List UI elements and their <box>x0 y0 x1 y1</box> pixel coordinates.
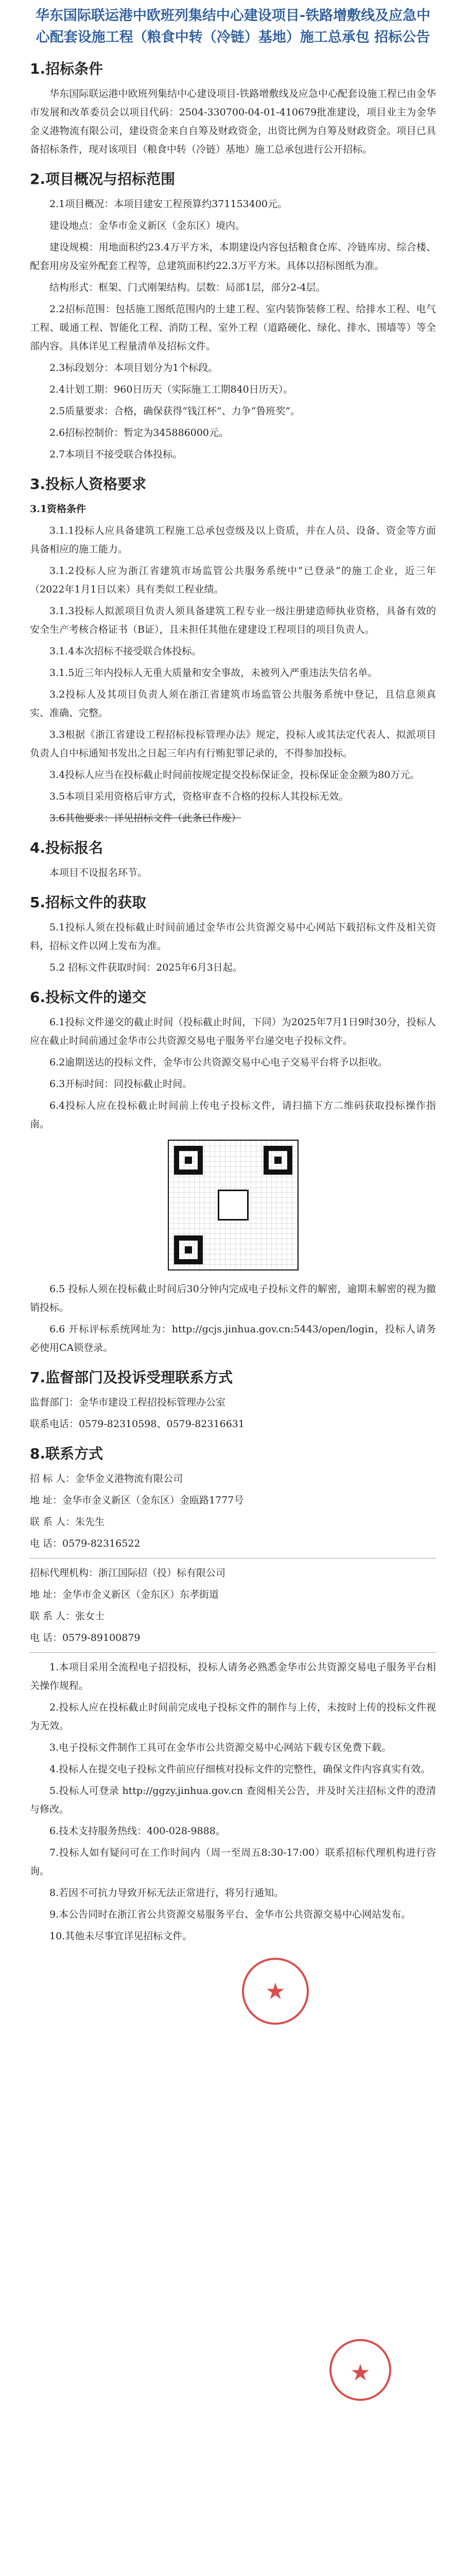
qualification-item-struck: 3.6其他要求：详见招标文件（此条已作废） <box>49 812 241 824</box>
section-heading-8: 8.联系方式 <box>30 1445 103 1462</box>
qualification-subheading: 3.1资格条件 <box>30 503 86 515</box>
note-item: 6.技术支持服务热线：400-028-9888。 <box>49 1825 225 1837</box>
tenderer-phone: 电 话：0579-82316522 <box>30 1538 141 1549</box>
section-heading-4: 4.投标报名 <box>30 839 103 856</box>
supervision-dept: 监督部门：金华市建设工程招投标管理办公室 <box>30 1397 226 1408</box>
tender-quality: 2.5质量要求：合格，确保获得“钱江杯”、力争“鲁班奖”。 <box>49 405 301 417</box>
submission-deadline: 6.1投标文件递交的截止时间（投标截止时间，下同）为2025年7月1日9时30分，投标人应在截止时间前通过金华市公共资源交易电子服务平台递交电子投标文件。 <box>30 1016 436 1046</box>
section-heading-5: 5.招标文件的获取 <box>30 894 147 911</box>
tender-duration: 2.4计划工期：960日历天（实际施工工期840日历天）。 <box>49 384 293 395</box>
registration-note: 本项目不设报名环节。 <box>49 867 148 878</box>
submission-late: 6.2逾期送达的投标文件，金华市公共资源交易中心电子交易平台将予以拒收。 <box>49 1057 388 1068</box>
agency-contact: 联 系 人：张女士 <box>30 1611 105 1622</box>
qr-finder <box>264 1146 292 1175</box>
section-1-paragraph: 华东国际联运港中欧班列集结中心建设项目-铁路增敷线及应急中心配套设施工程已由金华市发展和改革委员会以项目代码：2504-330700-04-01-410679批准建设，项目业主为金华金义港物流有限公司，建设资金来自自筹及财政资金，出资比例为自筹及财政资金。项目已具备招标条件，现对该项目（粮食中转（冷链）基地）施工总承包进行公开招标。 <box>30 88 436 155</box>
opening-time: 6.3开标时间：同投标截止时间。 <box>49 1078 193 1090</box>
agency-address: 地 址：金华市金义新区（金东区）东孝街道 <box>30 1589 219 1600</box>
note-item: 3.电子投标文件制作工具可在金华市公共资源交易中心网站下载专区免费下载。 <box>49 1742 392 1753</box>
divider <box>30 1652 436 1653</box>
tenderer-contact: 联 系 人：朱先生 <box>30 1516 105 1528</box>
qualification-item: 3.1.3投标人拟派项目负责人须具备建筑工程专业一级注册建造师执业资格，具备有效的安全生产考核合格证书（B证），且未担任其他在建建设工程项目的项目负责人。 <box>30 605 436 635</box>
tender-consortium: 2.7本项目不接受联合体投标。 <box>49 449 183 460</box>
qr-finder <box>174 1146 203 1175</box>
tender-lots: 2.3标段划分：本项目划分为1个标段。 <box>49 362 218 374</box>
document-obtain-time: 5.2 招标文件获取时间：2025年6月3日起。 <box>49 962 242 973</box>
section-heading-1: 1.招标条件 <box>30 60 103 77</box>
supervision-phone: 联系电话：0579-82310598、0579-82316631 <box>30 1418 245 1430</box>
note-item: 8.若因不可抗力导致开标无法正常进行，将另行通知。 <box>49 1887 284 1899</box>
project-budget: 2.1项目概况：本项目建安工程预算约371153400元。 <box>49 198 288 210</box>
qualification-item: 3.1.2投标人应为浙江省建筑市场监管公共服务系统中“已登录”的施工企业，近三年（2022年1月1日以来）具有类似工程业绩。 <box>30 565 436 595</box>
project-location: 建设地点：金华市金义新区（金东区）境内。 <box>49 220 246 231</box>
agency-name: 招标代理机构：浙江国际招（投）标有限公司 <box>30 1567 226 1579</box>
qr-finder <box>174 1235 203 1264</box>
section-heading-6: 6.投标文件的递交 <box>30 989 147 1006</box>
note-item: 7.投标人如有疑问可在工作时间内（周一至周五8:30-17:00）联系招标代理机构进行咨询。 <box>30 1847 436 1877</box>
section-heading-2: 2.项目概况与招标范围 <box>30 171 176 188</box>
tender-control-price: 2.6招标控制价：暂定为345886000元。 <box>49 427 229 438</box>
tenderer-name: 招 标 人：金华金义港物流有限公司 <box>30 1473 183 1484</box>
qr-center <box>218 1190 249 1221</box>
tenderer-address: 地 址：金华市金义新区（金东区）金瓯路1777号 <box>30 1495 244 1506</box>
qualification-item: 3.3根据《浙江省建设工程招标投标管理办法》规定，投标人或其法定代表人、拟派项目负责人自中标通知书发出之日起三年内有行贿犯罪记录的，不得参加投标。 <box>30 729 436 759</box>
document-obtain: 5.1投标人须在投标截止时间前通过金华市公共资源交易中心网站下载招标文件及相关资料，招标文件以网上发布为准。 <box>30 922 436 952</box>
system-url: 6.6 开标评标系统网址为：http://gcjs.jinhua.gov.cn:5443/open/login，投标人请务必使用CA锁登录。 <box>30 1324 436 1353</box>
note-item: 9.本公告同时在浙江省公共资源交易服务平台、金华市公共资源交易中心网站发布。 <box>49 1909 411 1920</box>
qualification-item: 3.1.4本次招标不接受联合体投标。 <box>49 646 202 657</box>
note-item: 1.本项目采用全流程电子招投标，投标人请务必熟悉金华市公共资源交易电子服务平台相关操作规程。 <box>30 1662 436 1691</box>
tender-scope: 2.2招标范围：包括施工图纸范围内的土建工程、室内装饰装修工程、给排水工程、电气工程、暖通工程、智能化工程、消防工程、室外工程（道路硬化、绿化、排水、围墙等）等全部内容。具体详见工程量清单及招标文件。 <box>30 303 436 352</box>
official-seal-icon <box>329 2339 391 2401</box>
official-seal-icon <box>242 1958 309 2025</box>
project-structure: 结构形式：框架、门式刚架结构。层数：局部1层，部分2-4层。 <box>49 282 326 293</box>
page-title: 华东国际联运港中欧班列集结中心建设项目-铁路增敷线及应急中心配套设施工程（粮食中转（冷链）基地）施工总承包 招标公告 <box>35 8 431 45</box>
section-heading-7: 7.监督部门及投诉受理联系方式 <box>30 1369 233 1386</box>
decrypt-note: 6.5 投标人须在投标截止时间后30分钟内完成电子投标文件的解密，逾期未解密的视为撤销投标。 <box>30 1283 436 1313</box>
submission-guide: 6.4投标人应在投标截止时间前上传电子投标文件，请扫描下方二维码获取投标操作指南。 <box>30 1100 436 1130</box>
qualification-item: 3.2投标人及其项目负责人须在浙江省建筑市场监管公共服务系统中登记，且信息须真实、准确、完整。 <box>30 689 436 719</box>
qualification-item: 3.5本项目采用资格后审方式，资格审查不合格的投标人其投标无效。 <box>49 791 349 802</box>
qualification-item: 3.4投标人应当在投标截止时间前按规定提交投标保证金，投标保证金金额为80万元。 <box>49 769 420 781</box>
note-item: 5.投标人可登录 http://ggzy.jinhua.gov.cn 查阅相关公告，并及时关注招标文件的澄清与修改。 <box>30 1785 436 1815</box>
project-scale: 建设规模：用地面积约23.4万平方米，本期建设内容包括粮食仓库、冷链库房、综合楼、配套用房及室外配套工程等，总建筑面积约22.3万平方米。具体以招标图纸为准。 <box>30 242 436 272</box>
note-item: 10.其他未尽事宜详见招标文件。 <box>49 1930 193 1942</box>
note-item: 4.投标人在提交电子投标文件前应仔细核对投标文件的完整性，确保文件内容真实有效。 <box>49 1764 431 1775</box>
agency-phone: 电 话：0579-89100879 <box>30 1632 141 1643</box>
qr-code[interactable] <box>168 1140 299 1270</box>
qualification-item: 3.1.1投标人应具备建筑工程施工总承包壹级及以上资质，并在人员、设备、资金等方面具备相应的施工能力。 <box>30 525 436 555</box>
note-item: 2.投标人应在投标截止时间前完成电子投标文件的制作与上传，未按时上传的投标文件视为无效。 <box>30 1702 436 1732</box>
section-heading-3: 3.投标人资格要求 <box>30 476 147 493</box>
qualification-item: 3.1.5近三年内投标人无重大质量和安全事故，未被列入严重违法失信名单。 <box>49 667 378 679</box>
